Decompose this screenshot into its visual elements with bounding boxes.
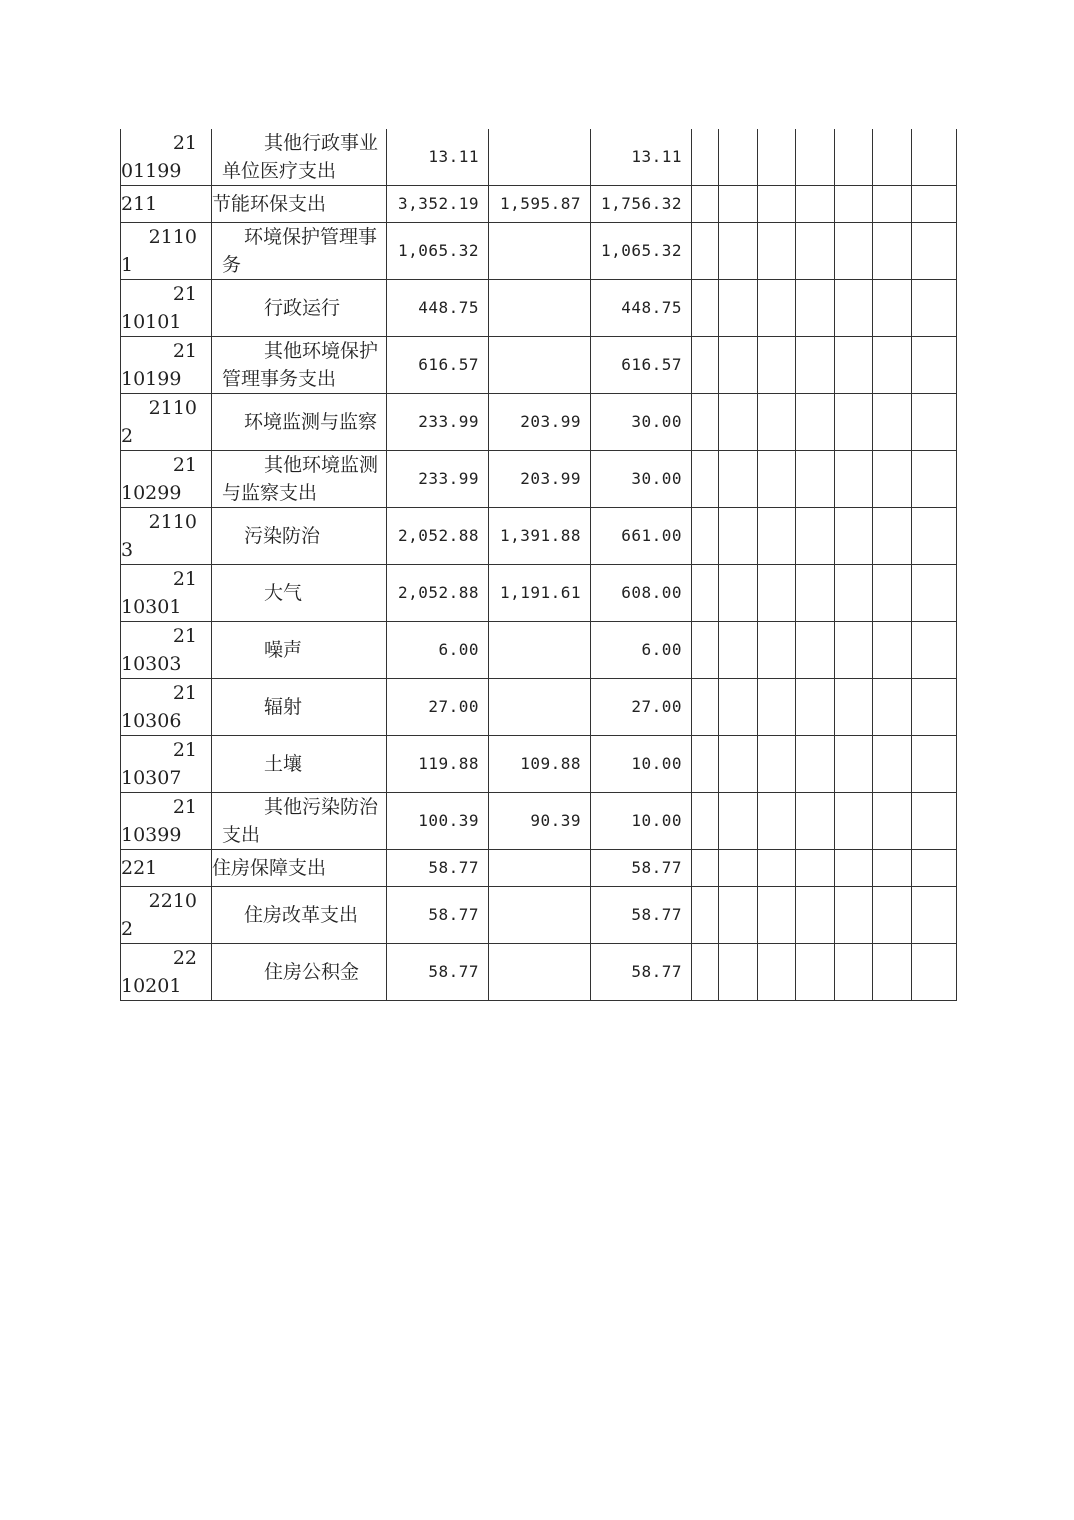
subject-name: 土壤 — [212, 736, 387, 793]
total-amount: 119.88 — [387, 736, 489, 793]
table-row — [121, 223, 957, 280]
subject-code: 21 10306 — [121, 679, 212, 736]
table-row — [121, 337, 957, 394]
subject-name: 环境保护管理事务 — [212, 223, 387, 280]
subject-code: 2110 2 — [121, 394, 212, 451]
basic-amount — [489, 887, 591, 944]
project-amount: 1,756.32 — [591, 186, 692, 223]
project-amount: 27.00 — [591, 679, 692, 736]
total-amount: 6.00 — [387, 622, 489, 679]
table-row — [121, 944, 957, 1001]
total-amount: 1,065.32 — [387, 223, 489, 280]
project-amount: 6.00 — [591, 622, 692, 679]
total-amount: 233.99 — [387, 394, 489, 451]
total-amount: 2,052.88 — [387, 508, 489, 565]
table-row — [121, 850, 957, 887]
project-amount: 608.00 — [591, 565, 692, 622]
project-amount: 616.57 — [591, 337, 692, 394]
basic-amount: 1,191.61 — [489, 565, 591, 622]
subject-code: 21 10301 — [121, 565, 212, 622]
basic-amount — [489, 280, 591, 337]
basic-amount — [489, 337, 591, 394]
project-amount: 661.00 — [591, 508, 692, 565]
project-amount: 10.00 — [591, 793, 692, 850]
subject-code: 2110 3 — [121, 508, 212, 565]
total-amount: 58.77 — [387, 944, 489, 1001]
total-amount: 58.77 — [387, 887, 489, 944]
total-amount: 233.99 — [387, 451, 489, 508]
subject-code: 21 10299 — [121, 451, 212, 508]
subject-code: 21 10307 — [121, 736, 212, 793]
project-amount: 13.11 — [591, 129, 692, 186]
subject-code: 21 01199 — [121, 129, 212, 186]
project-amount: 58.77 — [591, 944, 692, 1001]
basic-amount — [489, 129, 591, 186]
total-amount: 13.11 — [387, 129, 489, 186]
total-amount: 616.57 — [387, 337, 489, 394]
subject-name: 污染防治 — [212, 508, 387, 565]
subject-name: 节能环保支出 — [212, 186, 387, 223]
basic-amount: 90.39 — [489, 793, 591, 850]
subject-name: 住房改革支出 — [212, 887, 387, 944]
total-amount: 2,052.88 — [387, 565, 489, 622]
table-row — [121, 186, 957, 223]
subject-code: 21 10399 — [121, 793, 212, 850]
subject-code: 221 — [121, 850, 212, 887]
subject-name: 住房保障支出 — [212, 850, 387, 887]
basic-amount — [489, 850, 591, 887]
project-amount: 58.77 — [591, 850, 692, 887]
project-amount: 448.75 — [591, 280, 692, 337]
subject-name: 住房公积金 — [212, 944, 387, 1001]
total-amount: 27.00 — [387, 679, 489, 736]
subject-code: 21 10101 — [121, 280, 212, 337]
table-row — [121, 887, 957, 944]
subject-name: 行政运行 — [212, 280, 387, 337]
subject-name: 辐射 — [212, 679, 387, 736]
project-amount: 1,065.32 — [591, 223, 692, 280]
table-row — [121, 451, 957, 508]
basic-amount: 109.88 — [489, 736, 591, 793]
basic-amount — [489, 679, 591, 736]
subject-code: 2110 1 — [121, 223, 212, 280]
table-row — [121, 565, 957, 622]
subject-code: 211 — [121, 186, 212, 223]
subject-name: 大气 — [212, 565, 387, 622]
table-row — [121, 508, 957, 565]
total-amount: 448.75 — [387, 280, 489, 337]
project-amount: 30.00 — [591, 394, 692, 451]
subject-name: 噪声 — [212, 622, 387, 679]
subject-code: 21 10199 — [121, 337, 212, 394]
subject-name: 其他污染防治支出 — [212, 793, 387, 850]
table-row — [121, 679, 957, 736]
basic-amount: 1,595.87 — [489, 186, 591, 223]
total-amount: 100.39 — [387, 793, 489, 850]
total-amount: 3,352.19 — [387, 186, 489, 223]
project-amount: 30.00 — [591, 451, 692, 508]
table-row — [121, 622, 957, 679]
basic-amount: 1,391.88 — [489, 508, 591, 565]
table-row — [121, 129, 957, 186]
basic-amount: 203.99 — [489, 394, 591, 451]
subject-name: 环境监测与监察 — [212, 394, 387, 451]
subject-code: 21 10303 — [121, 622, 212, 679]
basic-amount: 203.99 — [489, 451, 591, 508]
subject-name: 其他环境监测与监察支出 — [212, 451, 387, 508]
project-amount: 58.77 — [591, 887, 692, 944]
basic-amount — [489, 223, 591, 280]
basic-amount — [489, 622, 591, 679]
subject-name: 其他环境保护管理事务支出 — [212, 337, 387, 394]
table-row — [121, 280, 957, 337]
subject-code: 22 10201 — [121, 944, 212, 1001]
subject-name: 其他行政事业单位医疗支出 — [212, 129, 387, 186]
basic-amount — [489, 944, 591, 1001]
subject-code: 2210 2 — [121, 887, 212, 944]
budget-table — [120, 129, 957, 1001]
table-row — [121, 736, 957, 793]
table-row — [121, 394, 957, 451]
table-row — [121, 793, 957, 850]
project-amount: 10.00 — [591, 736, 692, 793]
total-amount: 58.77 — [387, 850, 489, 887]
